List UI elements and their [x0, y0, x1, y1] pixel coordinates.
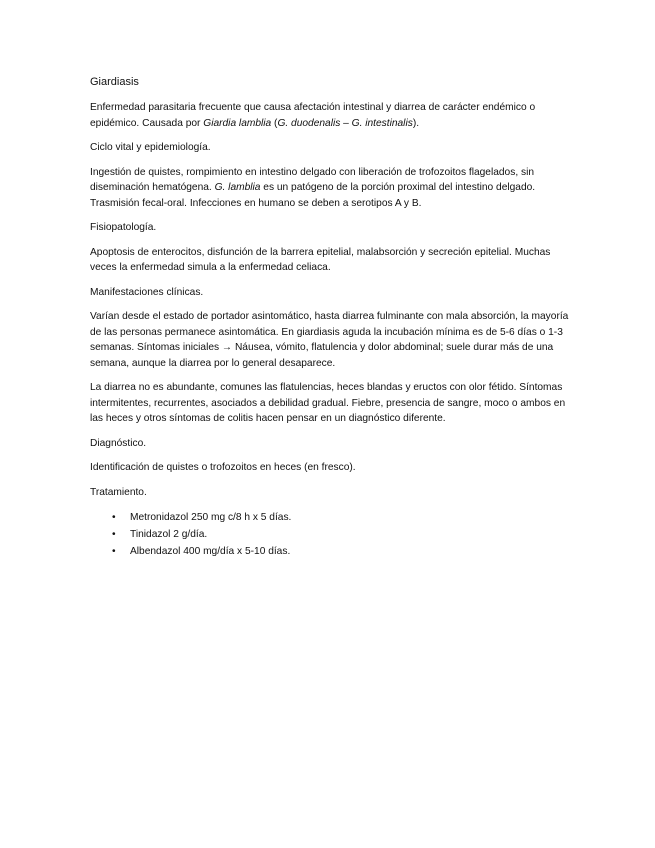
bullet-icon: • [112, 546, 116, 557]
document-title: Giardiasis [90, 76, 139, 88]
intro-text-2: ( [271, 117, 278, 129]
list-item [90, 526, 570, 543]
document-page [90, 75, 570, 560]
intro-separator: – [340, 117, 352, 129]
list-item [90, 509, 570, 526]
ciclo-text-1: Ingestión de quistes, rompimiento en intestino delgado con liberación de trofozoitos flagelados, sin diseminación hematógena. [90, 166, 534, 193]
intro-paragraph [90, 100, 570, 131]
bullet-icon: • [112, 529, 116, 540]
ciclo-text-2: es un patógeno de la porción proximal del intestino delgado. Trasmisión fecal-oral. Infecciones en humano se deben a serotipos A y B. [90, 182, 536, 209]
intro-synonym-2: G. intestinalis [351, 117, 413, 129]
heading-fisiopatologia: Fisiopatología. [90, 222, 157, 233]
treatment-text: Tinidazol 2 g/día. [130, 529, 208, 540]
bullet-icon: • [112, 512, 116, 523]
diag-paragraph: Identificación de quistes o trofozoitos en heces (en fresco). [90, 462, 356, 473]
heading-ciclo: Ciclo vital y epidemiología. [90, 142, 211, 153]
intro-genus: Giardia lamblia [203, 117, 272, 129]
intro-text-1: Enfermedad parasitaria frecuente que causa afectación intestinal y diarrea de carácter endémico o epidémico. Causada por [90, 102, 536, 129]
heading-diagnostico: Diagnóstico. [90, 437, 147, 449]
intro-synonym-1: G. duodenalis [277, 117, 341, 129]
fisio-paragraph: Apoptosis de enterocitos, disfunción de la barrera epitelial, malabsorción y secreción epitelial. Muchas veces la enfermedad simula a la enfermedad celiaca. [90, 246, 551, 273]
manif-paragraph-2: La diarrea no es abundante, comunes las flatulencias, heces blandas y eructos con olor fétido. Síntomas intermitentes, recurrentes, asociados a debilidad gradual. Fiebre, presencia de sangre, moco o ambos en las heces y otros síntomas de colitis hacen pensar en un diagnóstico diferente. [90, 382, 566, 424]
manif-paragraph-1: Varían desde el estado de portador asintomático, hasta diarrea fulminante con mala absorción, la mayoría de las personas permanece asintomática. En giardiasis aguda la incubación mínima es de 5-6 días o 1-3 semanas. Síntomas iniciales → Náusea, vómito, flatulencia y dolor abdominal; suele durar más de una semana, aunque la diarrea por lo general desaparece. [90, 311, 569, 369]
heading-tratamiento: Tratamiento. [90, 486, 147, 498]
intro-text-3: ). [412, 117, 420, 129]
heading-manifestaciones: Manifestaciones clínicas. [90, 286, 204, 298]
ciclo-species: G. lamblia [214, 182, 261, 193]
ciclo-paragraph [90, 165, 570, 212]
treatment-text: Albendazol 400 mg/día x 5-10 días. [130, 546, 291, 557]
list-item [90, 543, 570, 560]
treatment-list [90, 509, 570, 560]
treatment-text: Metronidazol 250 mg c/8 h x 5 días. [130, 512, 292, 523]
